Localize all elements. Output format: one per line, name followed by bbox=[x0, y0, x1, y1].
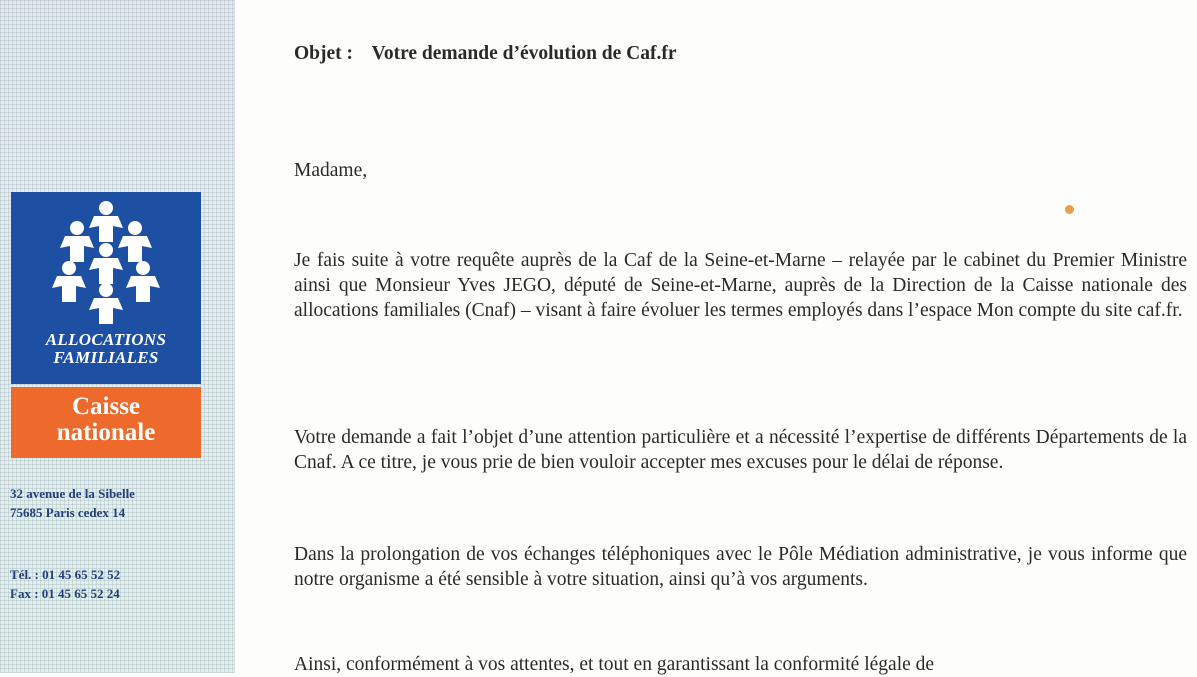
address-street: 32 avenue de la Sibelle bbox=[10, 486, 135, 501]
letter-paragraph-2: Votre demande a fait l’objet d’une attention particulière et a nécessité l’expertise de différents Départements de la Cnaf. A ce titre, je vous prie de bien vouloir accepter mes excuses pour le délai de réponse. bbox=[294, 427, 1187, 473]
letter-paragraph-3: Dans la prolongation de vos échanges téléphoniques avec le Pôle Médiation administrative, je vous informe que notre organisme a été sensible à votre situation, ainsi qu’à vos arguments. bbox=[294, 544, 1187, 590]
logo-org-nationale: nationale bbox=[56, 419, 156, 446]
caf-logo bbox=[11, 192, 201, 458]
address-city: 75685 Paris cedex 14 bbox=[10, 505, 126, 520]
letter-subject bbox=[294, 43, 677, 65]
logo-line-allocations: ALLOCATIONS bbox=[45, 330, 167, 349]
letterhead-sidebar bbox=[0, 0, 235, 673]
postal-address bbox=[10, 484, 135, 522]
ink-spot bbox=[1065, 205, 1074, 214]
logo-blue-panel bbox=[11, 192, 201, 384]
phone-number: Tél. : 01 45 65 52 52 bbox=[10, 567, 121, 582]
logo-org-caisse: Caisse bbox=[71, 393, 141, 420]
letter-greeting: Madame, bbox=[294, 160, 368, 181]
letter-paragraph-1: Je fais suite à votre requête auprès de la Caf de la Seine-et-Marne – relayée par le cabinet du Premier Ministre ainsi que Monsieur Yves JEGO, député de Seine-et-Marne, auprès de la Direction de la Caisse nationale des allocations familiales (Cnaf) – visant à faire évoluer les termes employés dans l’espace Mon compte du site caf.fr. bbox=[294, 250, 1187, 321]
subject-label: Objet : bbox=[294, 43, 354, 64]
logo-line-familiales: FAMILIALES bbox=[53, 348, 159, 367]
fax-number: Fax : 01 45 65 52 24 bbox=[10, 586, 120, 601]
family-figures-icon bbox=[47, 198, 165, 326]
contact-numbers bbox=[10, 565, 120, 603]
logo-orange-panel bbox=[11, 387, 201, 458]
subject-text: Votre demande d’évolution de Caf.fr bbox=[371, 43, 677, 64]
letter-paragraph-4: Ainsi, conformément à vos attentes, et tout en garantissant la conformité légale de bbox=[294, 654, 935, 675]
